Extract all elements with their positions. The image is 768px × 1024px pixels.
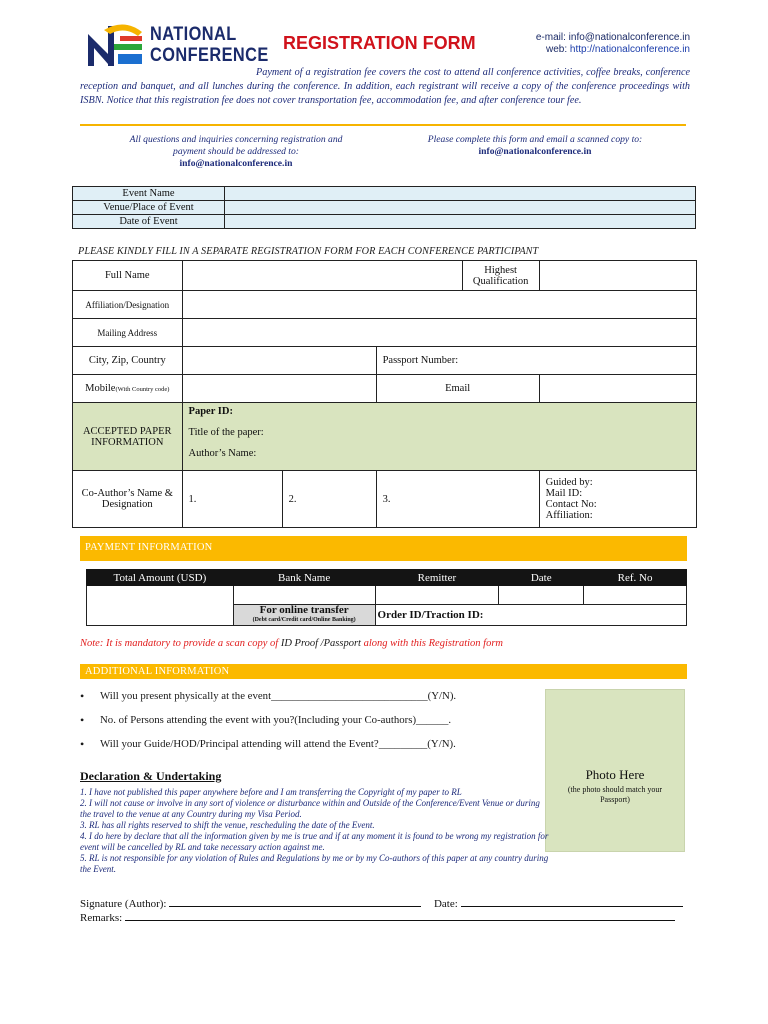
org-line-1: NATIONAL bbox=[150, 24, 237, 45]
payment-header-ref: Ref. No bbox=[584, 570, 687, 586]
payment-header-amount: Total Amount (USD) bbox=[87, 570, 234, 586]
email-label-cell: Email bbox=[376, 375, 539, 403]
mandatory-note bbox=[80, 638, 503, 649]
coauthor-1-field[interactable] bbox=[182, 471, 282, 528]
coauthor-3-num: 3. bbox=[382, 493, 391, 505]
declaration-item: 4. I do here by declare that all the information given by me is true and if at any moment it is found to be wrong my registration for event will be cancelled by RL and take necessary action against me. bbox=[80, 831, 549, 852]
mobile-text: Mobile bbox=[85, 383, 116, 394]
mandatory-part-1: Note: It is mandatory to provide a scan copy of bbox=[80, 638, 281, 649]
separate-form-note: PLEASE KINDLY FILL IN A SEPARATE REGISTRATION FORM FOR EACH CONFERENCE PARTICIPANT bbox=[78, 246, 539, 257]
coauthor-label: Co-Author’s Name & Designation bbox=[73, 471, 183, 528]
venue-field[interactable] bbox=[225, 201, 696, 215]
event-name-label: Event Name bbox=[73, 187, 225, 201]
payment-title: PAYMENT INFORMATION bbox=[85, 542, 213, 553]
photo-box[interactable] bbox=[545, 689, 685, 852]
city-label: City, Zip, Country bbox=[73, 347, 183, 375]
affiliation-label: Affiliation/Designation bbox=[73, 291, 183, 319]
coauthor-1-num: 1. bbox=[188, 493, 197, 505]
inquiry-left-email[interactable]: info@nationalconference.in bbox=[179, 158, 293, 169]
event-date-label: Date of Event bbox=[73, 215, 225, 229]
payment-band bbox=[80, 536, 687, 561]
coauthor-2-num: 2. bbox=[288, 493, 297, 505]
passport-label: Passport Number: bbox=[382, 355, 459, 366]
additional-band bbox=[80, 664, 687, 679]
inquiry-right-text: Please complete this form and email a scanned copy to: bbox=[427, 134, 643, 145]
payment-header-date: Date bbox=[499, 570, 584, 586]
org-line-2: CONFERENCE bbox=[150, 45, 269, 66]
additional-questions bbox=[80, 690, 540, 762]
affiliation-short-label: Affiliation: bbox=[545, 510, 593, 521]
gold-divider bbox=[80, 124, 686, 126]
signature-line[interactable] bbox=[169, 897, 421, 907]
additional-title: ADDITIONAL INFORMATION bbox=[85, 666, 230, 677]
inquiry-right-email[interactable]: info@nationalconference.in bbox=[478, 146, 592, 157]
qualification-text: Highest Qualification bbox=[472, 264, 529, 287]
declaration-item: 3. RL has all rights reserved to shift the venue, rescheduling the date of the Event. bbox=[80, 820, 375, 830]
mandatory-part-2: ID Proof /Passport bbox=[280, 638, 361, 649]
bank-field[interactable] bbox=[233, 586, 375, 605]
email-label: e-mail: bbox=[535, 32, 566, 43]
declaration-item: 1. I have not published this paper anywhere before and I am transferring the Copyright of my paper to RL bbox=[80, 787, 462, 797]
declaration-item: 5. RL is not responsible for any violation of Rules and Regulations by me or by my Co-authors of this paper at any country during the Event. bbox=[80, 853, 549, 874]
mobile-label bbox=[73, 375, 183, 403]
affiliation-field[interactable] bbox=[182, 291, 696, 319]
form-title: REGISTRATION FORM bbox=[283, 33, 476, 53]
email-field[interactable] bbox=[539, 375, 696, 403]
order-id-label: Order ID/Traction ID: bbox=[377, 609, 484, 621]
amount-field[interactable] bbox=[87, 586, 234, 626]
qualification-field[interactable] bbox=[539, 261, 696, 291]
mail-id-label: Mail ID: bbox=[545, 488, 583, 499]
online-transfer-note: (Debt card/Credit card/Online Banking) bbox=[252, 617, 356, 623]
date-line[interactable] bbox=[461, 897, 683, 907]
remarks-line[interactable] bbox=[125, 911, 675, 921]
declaration-item: 2. I will not cause or involve in any sort of violence or disturbance within and Outside of the Conference/Event Venue or during the travel to the venue at any Country during my Visa Period. bbox=[80, 798, 540, 819]
mobile-note: (With Country code) bbox=[115, 386, 170, 393]
order-id-field[interactable] bbox=[375, 605, 686, 626]
coauthor-3-field[interactable] bbox=[376, 471, 539, 528]
signature-label: Signature (Author): bbox=[80, 898, 167, 910]
remarks-row bbox=[80, 911, 675, 924]
qualification-label bbox=[462, 261, 539, 291]
online-transfer-text: For online transfer bbox=[259, 604, 349, 616]
mailing-label: Mailing Address bbox=[73, 319, 183, 347]
remitter-field[interactable] bbox=[375, 586, 499, 605]
venue-label: Venue/Place of Event bbox=[73, 201, 225, 215]
inquiry-right bbox=[405, 134, 665, 158]
guide-info-field[interactable] bbox=[539, 471, 696, 528]
web-link[interactable]: http://nationalconference.in bbox=[569, 44, 690, 55]
signature-row bbox=[80, 897, 683, 910]
mailing-field[interactable] bbox=[182, 319, 696, 347]
mobile-field[interactable] bbox=[182, 375, 376, 403]
payment-header-remitter: Remitter bbox=[375, 570, 499, 586]
web-label: web: bbox=[546, 44, 568, 55]
question-present[interactable]: • Will you present physically at the event_____________________________(Y/N). bbox=[80, 690, 540, 714]
coauthor-2-field[interactable] bbox=[282, 471, 376, 528]
question-persons[interactable]: • No. of Persons attending the event with you?(Including your Co-authors)______. bbox=[80, 714, 540, 738]
payment-table bbox=[86, 569, 687, 626]
participant-table bbox=[72, 260, 697, 528]
paper-title-label: Title of the paper: bbox=[188, 427, 264, 438]
date-field[interactable] bbox=[499, 586, 584, 605]
photo-note: (the photo should match your Passport) bbox=[567, 785, 663, 804]
date-label: Date: bbox=[433, 898, 458, 910]
inquiry-left bbox=[124, 134, 348, 170]
mandatory-part-3: along with this Registration form bbox=[360, 638, 504, 649]
event-name-field[interactable] bbox=[225, 187, 696, 201]
inquiry-left-text: All questions and inquiries concerning registration and payment should be addressed to: bbox=[129, 134, 343, 157]
author-name-label: Author’s Name: bbox=[188, 448, 257, 459]
ref-field[interactable] bbox=[584, 586, 687, 605]
declaration-list bbox=[80, 787, 552, 875]
contact-info bbox=[536, 32, 690, 56]
full-name-field[interactable] bbox=[182, 261, 462, 291]
declaration-title: Declaration & Undertaking bbox=[80, 769, 222, 783]
event-date-field[interactable] bbox=[225, 215, 696, 229]
online-transfer-label bbox=[233, 605, 375, 626]
paper-info-cell[interactable] bbox=[182, 403, 696, 471]
payment-header-bank: Bank Name bbox=[233, 570, 375, 586]
organization-name bbox=[150, 24, 269, 66]
paper-section-label: ACCEPTED PAPER INFORMATION bbox=[73, 403, 183, 471]
email-link[interactable]: info@nationalconference.in bbox=[568, 32, 690, 43]
passport-field[interactable] bbox=[376, 347, 696, 375]
guided-by-label: Guided by: bbox=[545, 477, 593, 488]
photo-title: Photo Here bbox=[585, 767, 645, 782]
city-field[interactable] bbox=[182, 347, 376, 375]
contact-no-label: Contact No: bbox=[545, 499, 597, 510]
paper-id-label: Paper ID: bbox=[188, 406, 233, 417]
question-guide[interactable]: • Will your Guide/HOD/Principal attending will attend the Event?_________(Y/N). bbox=[80, 738, 540, 762]
conference-logo bbox=[84, 20, 148, 72]
full-name-label: Full Name bbox=[73, 261, 183, 291]
remarks-label: Remarks: bbox=[80, 912, 123, 924]
event-table bbox=[72, 186, 696, 229]
intro-paragraph: Payment of a registration fee covers the cost to attend all conference activities, coffee breaks, conference reception and banquet, and all lunches during the conference. In addition, each registrant will receive a copy of the conference proceedings with ISBN. Notice that this registration fee does not cover transportation fee, accommodation fee, and after conference tour fee. bbox=[80, 67, 690, 106]
